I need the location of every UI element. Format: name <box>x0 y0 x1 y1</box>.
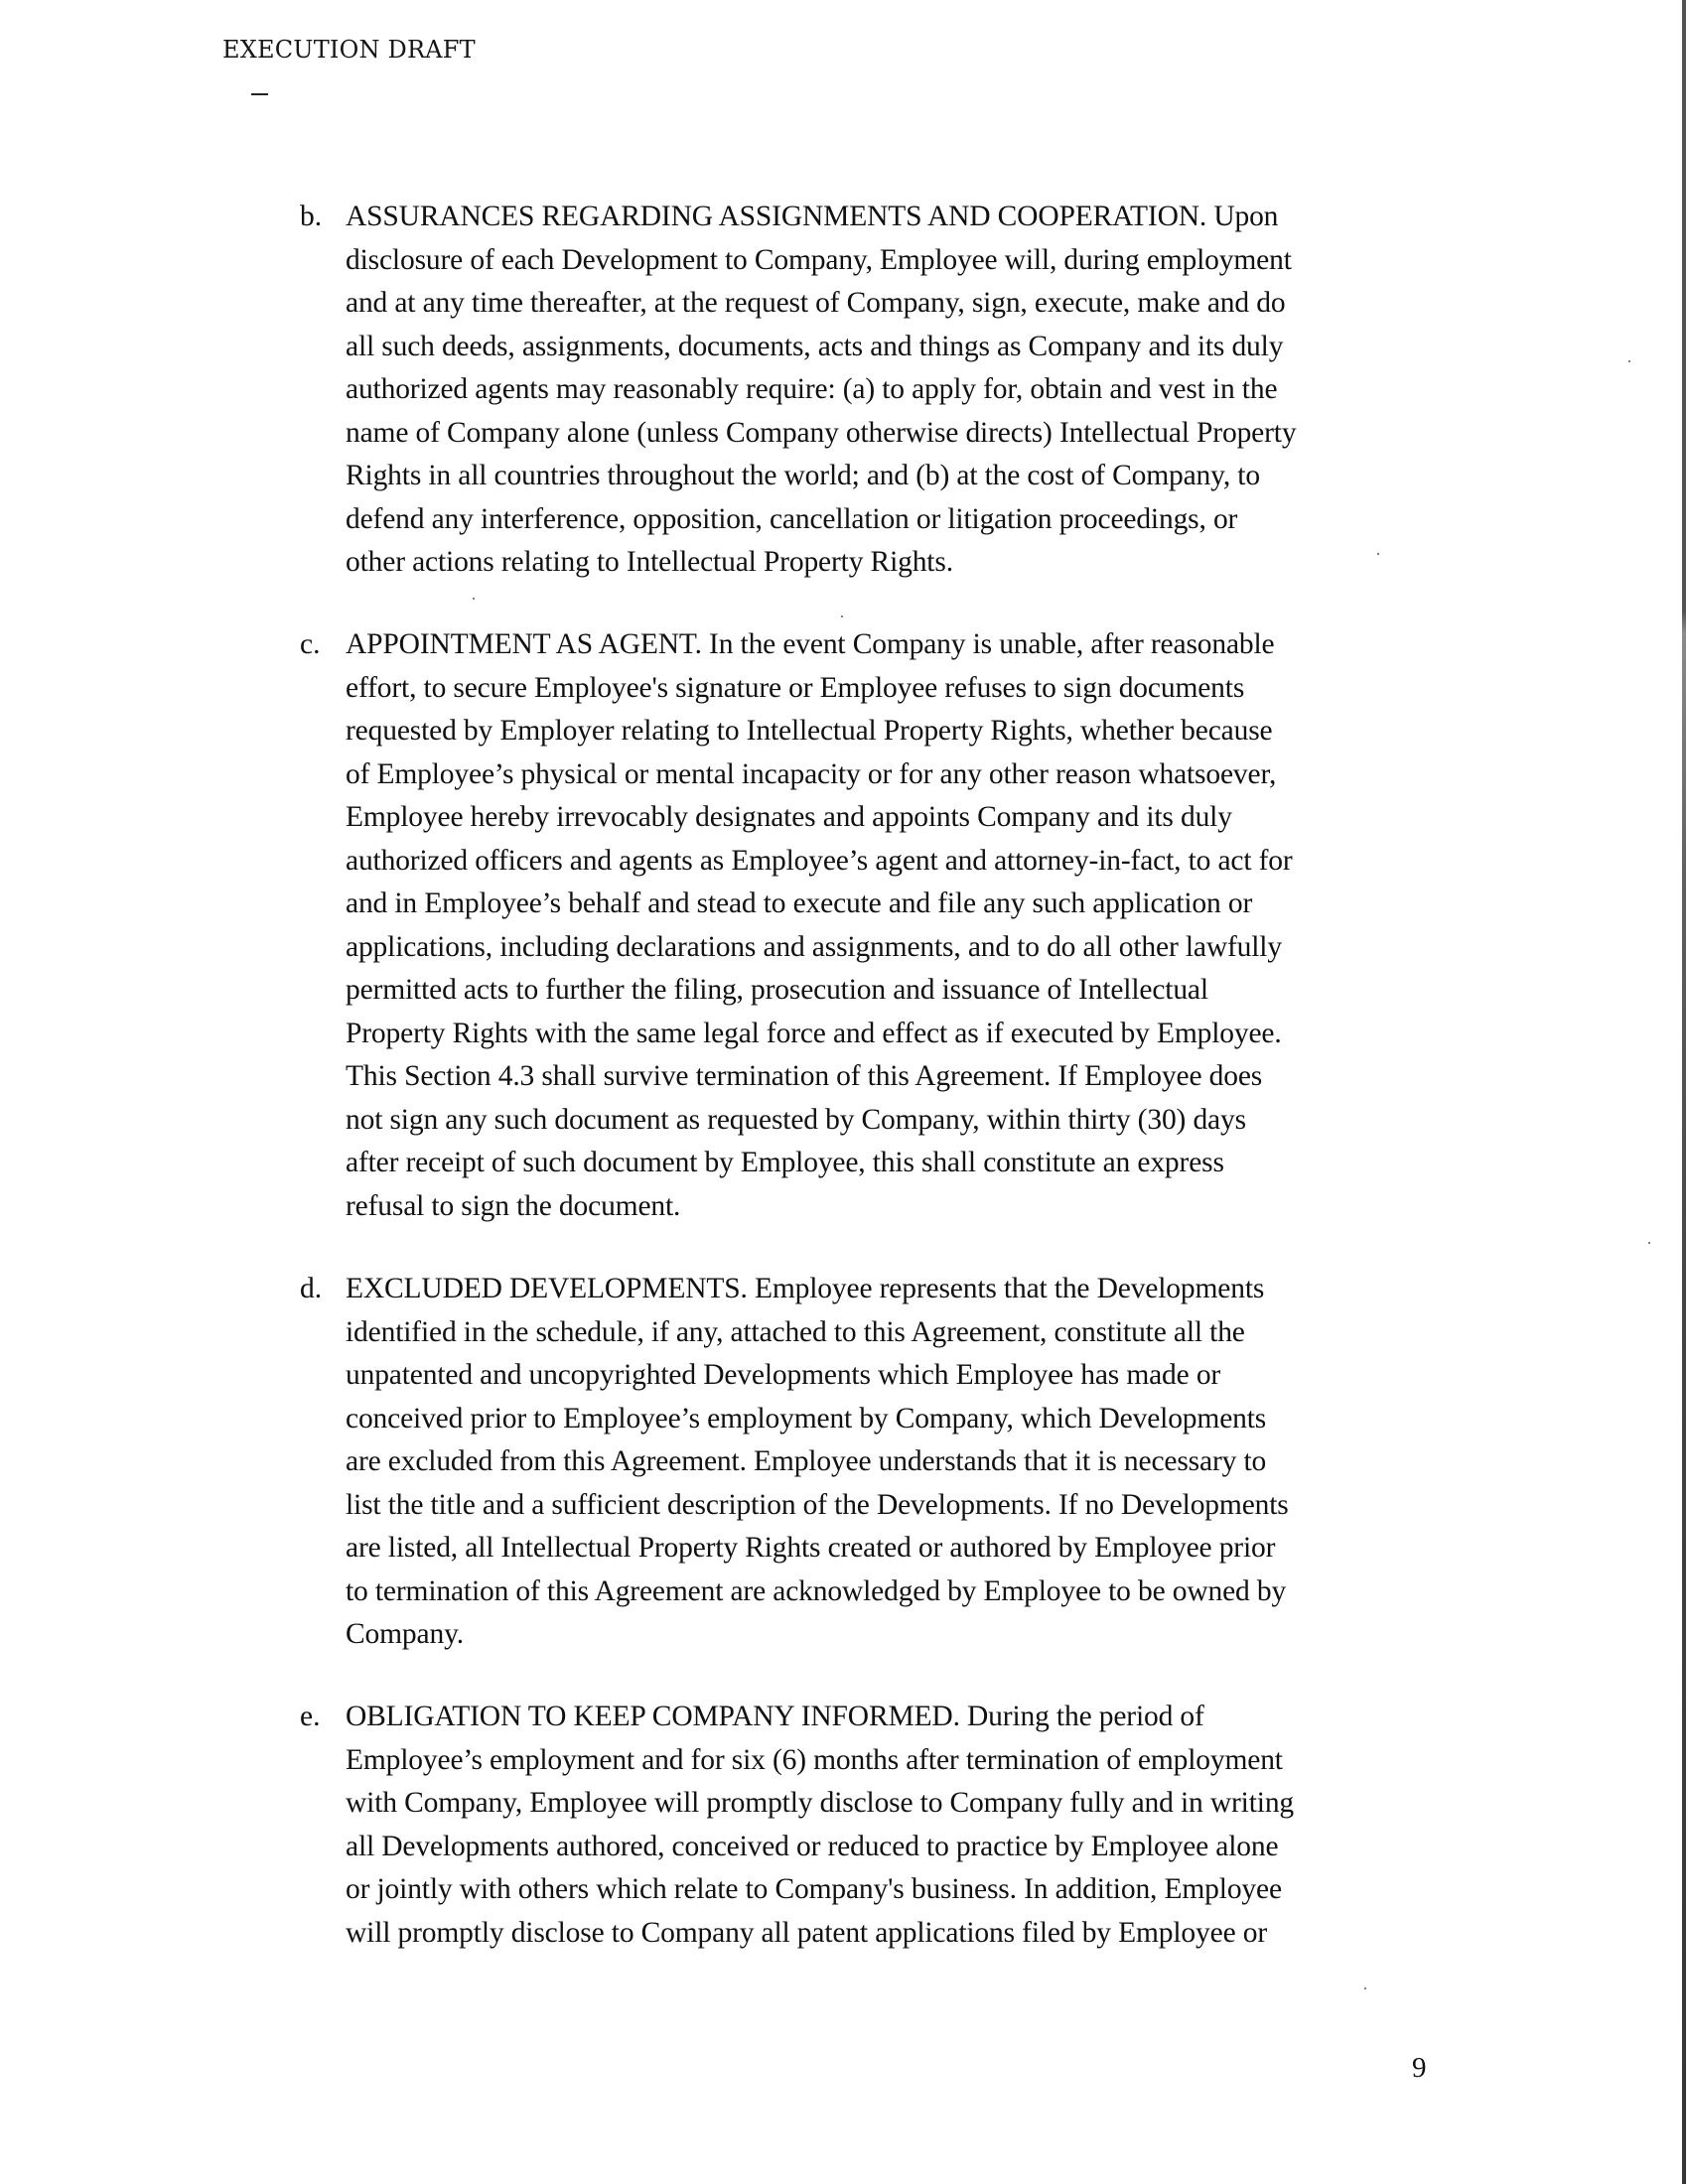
section-marker: b. <box>300 201 323 232</box>
section-line: ASSURANCES REGARDING ASSIGNMENTS AND COOPERATION. Upon <box>346 201 1279 232</box>
scan-speck <box>1628 360 1630 362</box>
section-line: disclosure of each Development to Company, Employee will, during employment <box>346 243 1292 276</box>
section-body <box>346 196 1438 585</box>
page-number: 9 <box>1412 2052 1427 2084</box>
section-line: OBLIGATION TO KEEP COMPANY INFORMED. During the period of <box>346 1701 1204 1732</box>
section-line: refusal to sign the document. <box>346 1189 681 1222</box>
section-line: This Section 4.3 shall survive termination of this Agreement. If Employee does <box>346 1060 1263 1092</box>
section-line: all Developments authored, conceived or reduced to practice by Employee alone <box>346 1830 1279 1862</box>
scan-edge-line <box>1682 0 1686 2184</box>
header-dash-mark <box>251 93 268 95</box>
section-line: defend any interference, opposition, cancellation or litigation proceedings, or <box>346 502 1238 535</box>
section-body <box>346 1696 1438 1955</box>
section-body <box>346 623 1438 1228</box>
section-line: EXCLUDED DEVELOPMENTS. Employee represents that the Developments <box>346 1273 1265 1304</box>
section-line: list the title and a sufficient description of the Developments. If no Developments <box>346 1488 1289 1521</box>
section-line: or jointly with others which relate to Company's business. In addition, Employee <box>346 1873 1282 1905</box>
section-line: with Company, Employee will promptly disclose to Company fully and in writing <box>346 1787 1295 1819</box>
section-marker: e. <box>300 1701 321 1732</box>
section-line: to termination of this Agreement are acknowledged by Employee to be owned by <box>346 1574 1287 1607</box>
section-line: not sign any such document as requested by Company, within thirty (30) days <box>346 1103 1246 1136</box>
section-line: identified in the schedule, if any, attached to this Agreement, constitute all the <box>346 1315 1245 1348</box>
scan-speck <box>1377 553 1379 555</box>
section-line: unpatented and uncopyrighted Developments which Employee has made or <box>346 1359 1221 1391</box>
section-marker: c. <box>300 628 321 660</box>
section-line: are listed, all Intellectual Property Rights created or authored by Employee prior <box>346 1532 1276 1564</box>
section-line: applications, including declarations and assignments, and to do all other lawfully <box>346 930 1282 963</box>
section-line: other actions relating to Intellectual Property Rights. <box>346 546 953 578</box>
section-line: of Employee’s physical or mental incapacity or for any other reason whatsoever, <box>346 757 1277 790</box>
execution-draft-label: EXECUTION DRAFT <box>222 36 476 64</box>
section-line: authorized agents may reasonably require: (a) to apply for, obtain and vest in the <box>346 373 1278 405</box>
section-line: permitted acts to further the filing, prosecution and issuance of Intellectual <box>346 974 1208 1006</box>
section-line: Employee’s employment and for six (6) months after termination of employment <box>346 1743 1283 1776</box>
section-line: APPOINTMENT AS AGENT. In the event Company is unable, after reasonable <box>346 628 1275 660</box>
section-line: name of Company alone (unless Company otherwise directs) Intellectual Property <box>346 416 1297 449</box>
section-line: and in Employee’s behalf and stead to execute and file any such application or <box>346 887 1253 919</box>
scan-speck <box>1364 1987 1366 1989</box>
section-line: all such deeds, assignments, documents, acts and things as Company and its duly <box>346 330 1284 362</box>
section-marker: d. <box>300 1273 323 1304</box>
section-line: and at any time thereafter, at the request of Company, sign, execute, make and do <box>346 287 1286 319</box>
section-line: after receipt of such document by Employee, this shall constitute an express <box>346 1147 1224 1178</box>
scan-speck <box>473 598 475 600</box>
section-line: effort, to secure Employee's signature or Employee refuses to sign documents <box>346 671 1245 704</box>
section-body <box>346 1268 1438 1657</box>
section-line: requested by Employer relating to Intellectual Property Rights, whether because <box>346 715 1273 747</box>
section-line: Company. <box>346 1618 464 1650</box>
section-line: Rights in all countries throughout the world; and (b) at the cost of Company, to <box>346 460 1260 491</box>
section-line: Employee hereby irrevocably designates and appoints Company and its duly <box>346 801 1232 833</box>
scan-speck <box>1648 1242 1650 1244</box>
section-line: Property Rights with the same legal force and effect as if executed by Employee. <box>346 1017 1282 1049</box>
section-line: conceived prior to Employee’s employment by Company, which Developments <box>346 1402 1267 1434</box>
section-line: are excluded from this Agreement. Employee understands that it is necessary to <box>346 1445 1267 1477</box>
section-line: will promptly disclose to Company all patent applications filed by Employee or <box>346 1916 1268 1949</box>
section-line: authorized officers and agents as Employee’s agent and attorney-in-fact, to act for <box>346 844 1293 877</box>
scan-speck <box>841 615 843 617</box>
